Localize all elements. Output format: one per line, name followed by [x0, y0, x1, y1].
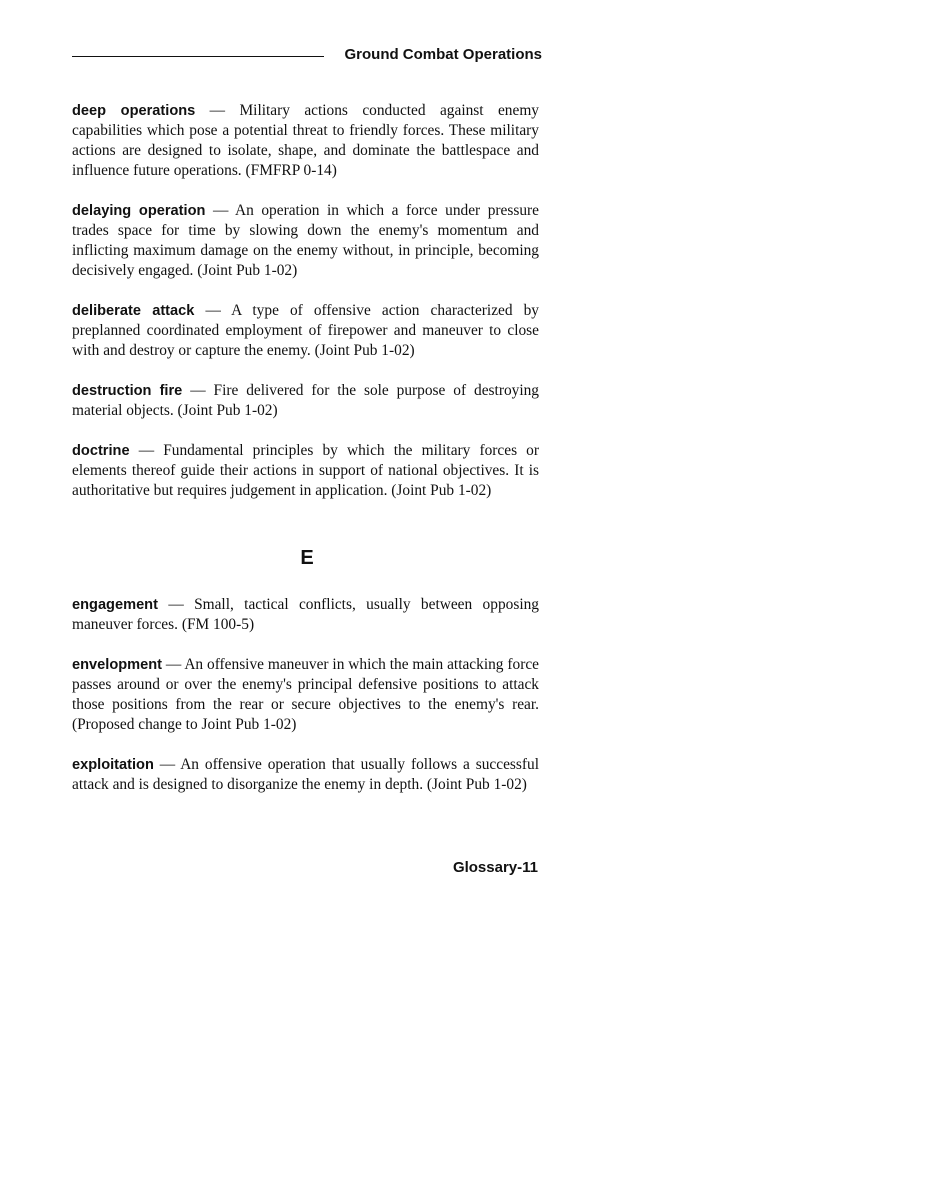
glossary-definition: A type of offensive action characterized by preplanned coordinated employment of firepower and maneuver to close with and destroy or capture the enemy. (Joint Pub 1-02): [72, 302, 539, 359]
glossary-entry: [72, 381, 539, 421]
em-dash: —: [153, 756, 181, 773]
glossary-definition: Fire delivered for the sole purpose of destroying material objects. (Joint Pub 1-02): [72, 382, 539, 419]
glossary-definition: Military actions conducted against enemy capabilities which pose a potential threat to friendly forces. These military actions are designed to isolate, shape, and dominate the battlespace and influence future operations. (FMFRP 0-14): [72, 102, 539, 179]
glossary-term: deliberate attack: [72, 303, 195, 319]
em-dash: —: [157, 596, 195, 613]
em-dash: —: [129, 442, 164, 459]
glossary-entry: [72, 441, 539, 501]
glossary-term: exploitation: [72, 757, 154, 773]
glossary-term: destruction fire: [72, 383, 183, 399]
glossary-entry: [72, 655, 539, 735]
glossary-entry: [72, 301, 539, 361]
glossary-term: envelopment: [72, 657, 163, 673]
section-letter-heading: E: [300, 547, 314, 569]
glossary-term: delaying operation: [72, 203, 206, 219]
em-dash: —: [195, 102, 240, 119]
glossary-definition: Fundamental principles by which the military forces or elements thereof guide their actions in support of national objectives. It is authoritative but requires judgement in application. (Joint Pub 1-02): [72, 442, 539, 499]
header-title: Ground Combat Operations: [344, 46, 542, 63]
em-dash: —: [162, 656, 185, 673]
glossary-entry: [72, 755, 539, 795]
page-number: Glossary-11: [452, 859, 538, 876]
glossary-definition: An offensive maneuver in which the main attacking force passes around or over the enemy's principal defensive positions to attack those positions from the rear or secure objectives to the enemy's rear. (Proposed change to Joint Pub 1-02): [72, 656, 539, 733]
glossary-term: doctrine: [72, 443, 130, 459]
glossary-entries: [72, 101, 542, 795]
glossary-term: deep operations: [72, 103, 196, 119]
glossary-definition: An operation in which a force under pressure trades space for time by slowing down the enemy's momentum and inflicting maximum damage on the enemy without, in principle, becoming decisively engaged. (Joint Pub 1-02): [72, 202, 539, 279]
header-rule: [72, 56, 324, 57]
glossary-definition: An offensive operation that usually follows a successful attack and is designed to disorganize the enemy in depth. (Joint Pub 1-02): [72, 756, 539, 793]
glossary-definition: Small, tactical conflicts, usually between opposing maneuver forces. (FM 100-5): [72, 596, 539, 633]
glossary-entry: [72, 101, 539, 181]
em-dash: —: [205, 202, 236, 219]
glossary-page: [72, 44, 542, 876]
em-dash: —: [182, 382, 214, 399]
running-header: [72, 44, 542, 68]
glossary-entry: [72, 201, 539, 281]
glossary-entry: [72, 595, 539, 635]
glossary-term: engagement: [72, 597, 158, 613]
em-dash: —: [194, 302, 232, 319]
